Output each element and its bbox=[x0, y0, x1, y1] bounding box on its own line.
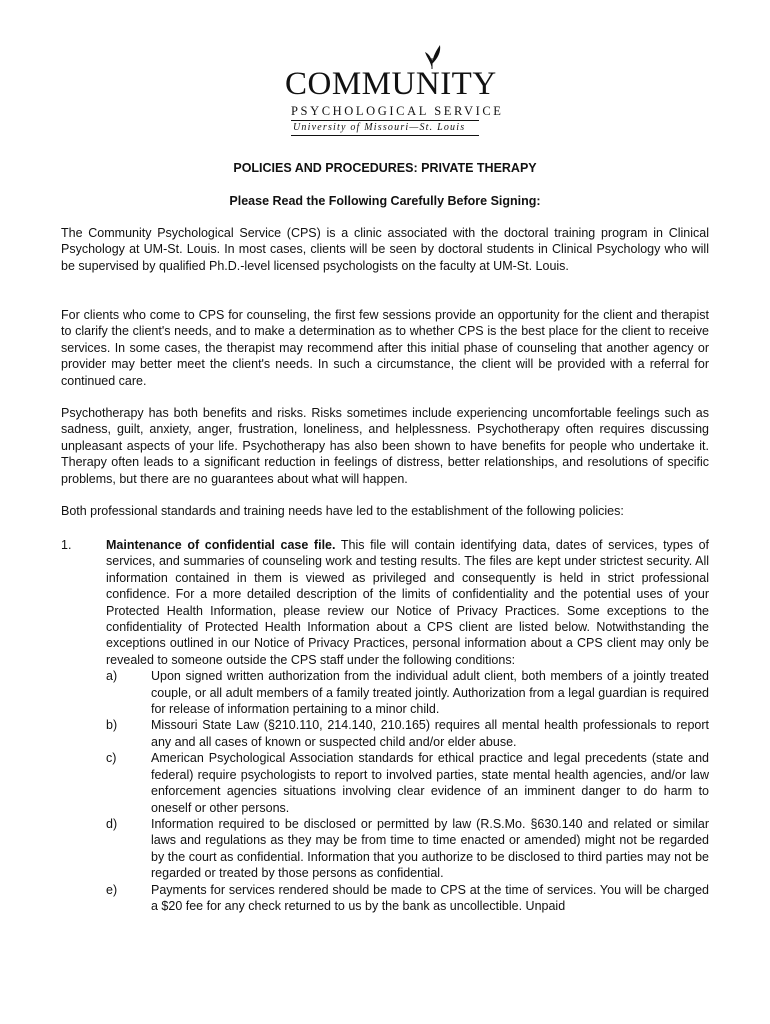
policy-item-1 bbox=[61, 537, 709, 914]
policy-body bbox=[106, 537, 709, 668]
logo-university: University of Missouri—St. Louis bbox=[293, 122, 466, 133]
list-item-label: d) bbox=[106, 816, 118, 831]
document-subtitle: Please Read the Following Carefully Before Signing: bbox=[229, 194, 541, 208]
list-item-label: e) bbox=[106, 882, 118, 897]
policy-subitems bbox=[106, 668, 709, 914]
policy-text: This file will contain identifying data, dates of services, types of services, and summaries of counseling work and testing results. The files are kept under strictest security. All information contained in them is viewed as privileged and consequently is held in strict professional confidence. For a more detailed description of the limits of confidentiality and the potential uses of your Protected Health Information, please review our Notice of Privacy Practices. Some exceptions to the confidentiality of Protected Health Information about a CPS client are listed below. Notwithstanding the exceptions outlined in our Notice of Privacy Practices, personal information about a CPS client may only be revealed to someone outside the CPS staff under the following conditions: bbox=[106, 538, 709, 667]
policy-heading: Maintenance of confidential case file. bbox=[106, 538, 336, 552]
logo-rule-top bbox=[291, 120, 479, 121]
logo-rule-bottom bbox=[291, 135, 479, 136]
list-item bbox=[106, 717, 709, 750]
list-item-text: Missouri State Law (§210.110, 214.140, 210.165) requires all mental health professionals to report any and all cases of known or suspected child and/or elder abuse. bbox=[151, 718, 709, 749]
intro-paragraph: The Community Psychological Service (CPS) is a clinic associated with the doctoral training program in Clinical Psychology at UM-St. Louis. In most cases, clients will be seen by doctoral students in Clinical Psychology who will be supervised by qualified Ph.D.-level licensed psychologists on the faculty at UM-St. Louis. bbox=[61, 226, 709, 273]
document-title: POLICIES AND PROCEDURES: PRIVATE THERAPY bbox=[233, 161, 537, 175]
benefits-risks-paragraph: Psychotherapy has both benefits and risks. Risks sometimes include experiencing uncomfortable feelings such as sadness, guilt, anxiety, anger, frustration, loneliness, and helplessness. Psychotherapy often requires discussing unpleasant aspects of your life. Psychotherapy has also been shown to have benefits for people who undertake it. Therapy often leads to a significant reduction in feelings of distress, better relationships, and resolutions of specific problems, but there are no guarantees about what will happen. bbox=[61, 406, 709, 486]
policy-number: 1. bbox=[61, 538, 72, 552]
list-item-text: American Psychological Association standards for ethical practice and legal precedents (state and federal) require psychologists to report to involved parties, state mental health agencies, and/or law enforcement agencies situations involving clear evidence of an imminent danger to do harm to oneself or other persons. bbox=[151, 751, 709, 815]
logo-wordmark: COMMUNITY bbox=[285, 66, 497, 102]
list-item-label: c) bbox=[106, 751, 117, 766]
cps-logo bbox=[285, 44, 504, 136]
list-item-text: Payments for services rendered should be made to CPS at the time of services. You will be charged a $20 fee for any check returned to us by the bank as uncollectible. Unpaid bbox=[151, 882, 709, 913]
policies-intro-paragraph: Both professional standards and training needs have led to the establishment of the following policies: bbox=[61, 504, 624, 518]
list-item bbox=[106, 750, 709, 816]
list-item-text: Information required to be disclosed or permitted by law (R.S.Mo. §630.140 and related or similar laws and regulations as they may be from time to time enacted or amended) might not be regarded by the court as confidential. Information that you authorize to be disclosed to third parties may not be regarded or treated by those persons as confidential. bbox=[151, 816, 709, 881]
list-item-label: a) bbox=[106, 669, 118, 684]
list-item-text: Upon signed written authorization from the individual adult client, both members of a jointly treated couple, or all adult members of a family treated jointly. Authorization from a legal guardian is required for release of information pertaining to a minor child. bbox=[151, 669, 709, 717]
list-item bbox=[106, 882, 709, 915]
list-item bbox=[106, 816, 709, 882]
counseling-paragraph: For clients who come to CPS for counseling, the first few sessions provide an opportunity for the client and therapist to clarify the client's needs, and to make a determination as to whether CPS is the best place for the client to receive services. In some cases, the therapist may recommend after this initial phase of counseling that another agency or provider may better meet the client's needs. In such a circumstance, the client will be provided with a referral for continued care. bbox=[61, 308, 709, 388]
list-item bbox=[106, 668, 709, 717]
logo-subtitle: PSYCHOLOGICAL SERVICE bbox=[291, 104, 504, 118]
list-item-label: b) bbox=[106, 718, 118, 733]
